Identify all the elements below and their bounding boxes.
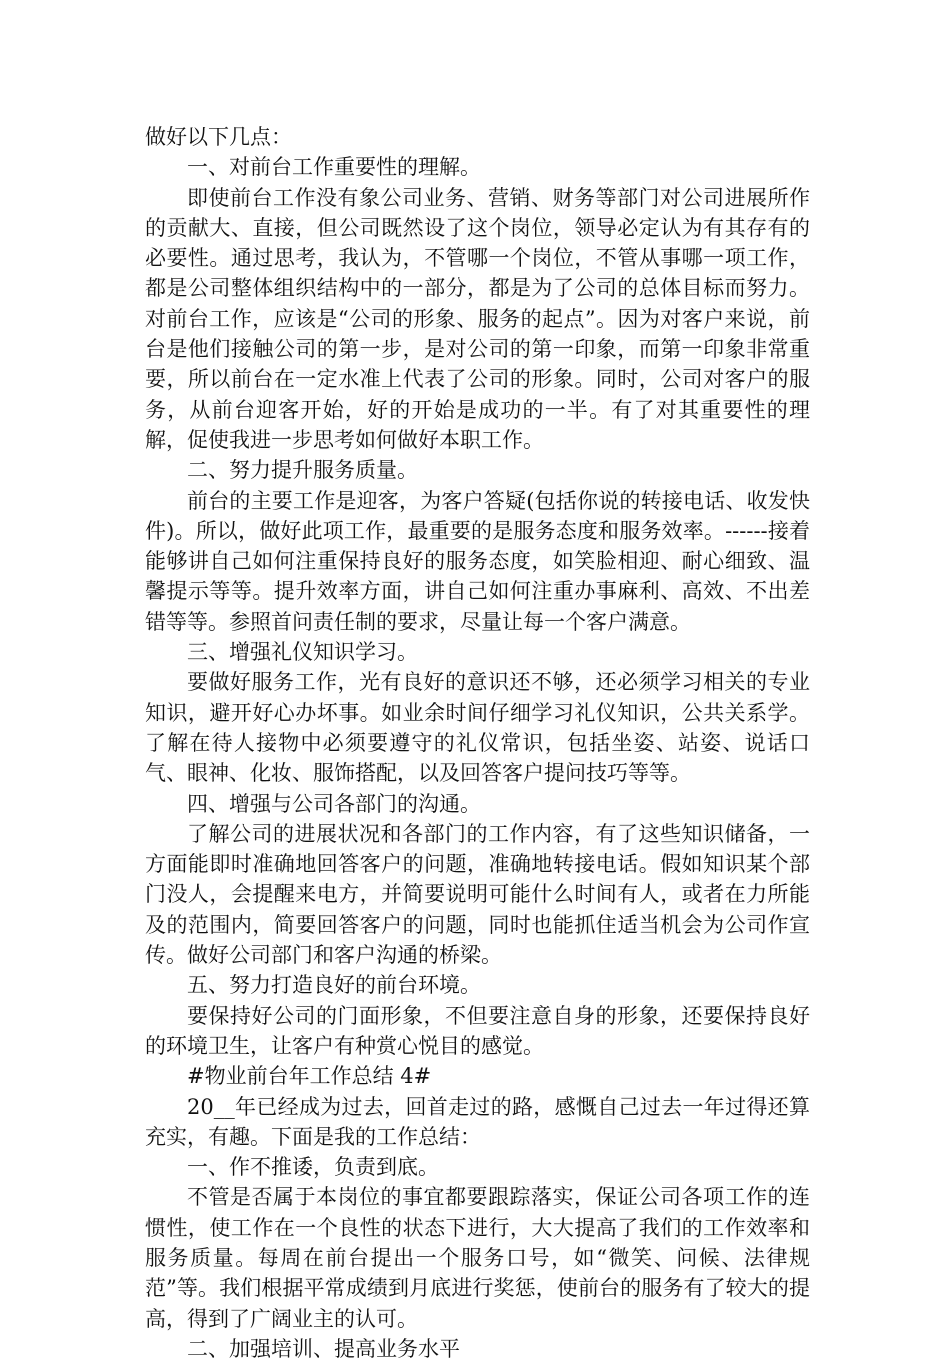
paragraph-summary-1: 不管是否属于本岗位的事宜都要跟踪落实，保证公司各项工作的连惯性，使工作在一个良性的状态下进行，大大提高了我们的工作效率和服务质量。每周在前台提出一个服务口号，如“微笑、问候、法律规范”等。我们根据平常成绩到月底进行奖惩，使前台的服务有了较大的提高，得到了广阔业主的认可。 <box>145 1185 810 1331</box>
heading-summary-1: 一、作不推诿，负责到底。 <box>187 1155 439 1180</box>
paragraph-5: 要保持好公司的门面形象，不但要注意自身的形象，还要保持良好的环境卫生，让客户有种赏心悦目的感觉。 <box>145 1003 810 1058</box>
paragraph-4: 了解公司的进展状况和各部门的工作内容，有了这些知识储备，一方面能即时准确地回答客户的问题，准确地转接电话。假如知识某个部门没人，会提醒来电方，并简要说明可能什么时间有人，或者在力所能及的范围内，简要回答客户的问题，同时也能抓住适当机会为公司作宣传。做好公司部门和客户沟通的桥梁。 <box>145 821 810 968</box>
paragraph-1: 即使前台工作没有象公司业务、营销、财务等部门对公司进展所作的贡献大、直接，但公司既然设了这个岗位，领导必定认为有其存有的必要性。通过思考，我认为，不管哪一个岗位，不管从事哪一项工作，都是公司整体组织结构中的一部分，都是为了公司的总体目标而努力。对前台工作，应该是“公司的形象、服务的起点”。因为对客户来说，前台是他们接触公司的第一步，是对公司的第一印象，而第一印象非常重要，所以前台在一定水准上代表了公司的形象。同时，公司对客户的服务，从前台迎客开始，好的开始是成功的一半。有了对其重要性的理解，促使我进一步思考如何做好本职工作。 <box>145 185 810 452</box>
paragraph-3: 要做好服务工作，光有良好的意识还不够，还必须学习相关的专业知识，避开好心办坏事。如业余时间仔细学习礼仪知识，公共关系学。了解在待人接物中必须要遵守的礼仪常识，包括坐姿、站姿、说话口气、眼神、化妆、服饰搭配，以及回答客户提问技巧等等。 <box>145 670 810 786</box>
heading-3: 三、增强礼仪知识学习。 <box>187 640 418 665</box>
section-title: #物业前台年工作总结 4# <box>187 1064 432 1089</box>
heading-summary-2: 二、加强培训、提高业务水平 <box>187 1336 460 1361</box>
heading-1: 一、对前台工作重要性的理解。 <box>187 155 481 180</box>
paragraph-intro: 做好以下几点： <box>145 125 292 149</box>
heading-5: 五、努力打造良好的前台环境。 <box>187 973 481 998</box>
paragraph-2: 前台的主要工作是迎客，为客户答疑(包括你说的转接电话、收发快件)。所以，做好此项工作，最重要的是服务态度和服务效率。------接着能够讲自己如何注重保持良好的服务态度，如笑脸相迎、耐心细致、温馨提示等等。提升效率方面，讲自己如何注重办事麻利、高效、不出差错等等。参照首问责任制的要求，尽量让每一个客户满意。 <box>145 488 810 634</box>
heading-2: 二、努力提升服务质量。 <box>187 458 418 483</box>
paragraph-summary-intro: 20__年已经成为过去，回首走过的路，感慨自己过去一年过得还算充实，有趣。下面是我的工作总结： <box>145 1094 810 1149</box>
heading-4: 四、增强与公司各部门的沟通。 <box>187 791 481 816</box>
document-body <box>145 122 810 1364</box>
